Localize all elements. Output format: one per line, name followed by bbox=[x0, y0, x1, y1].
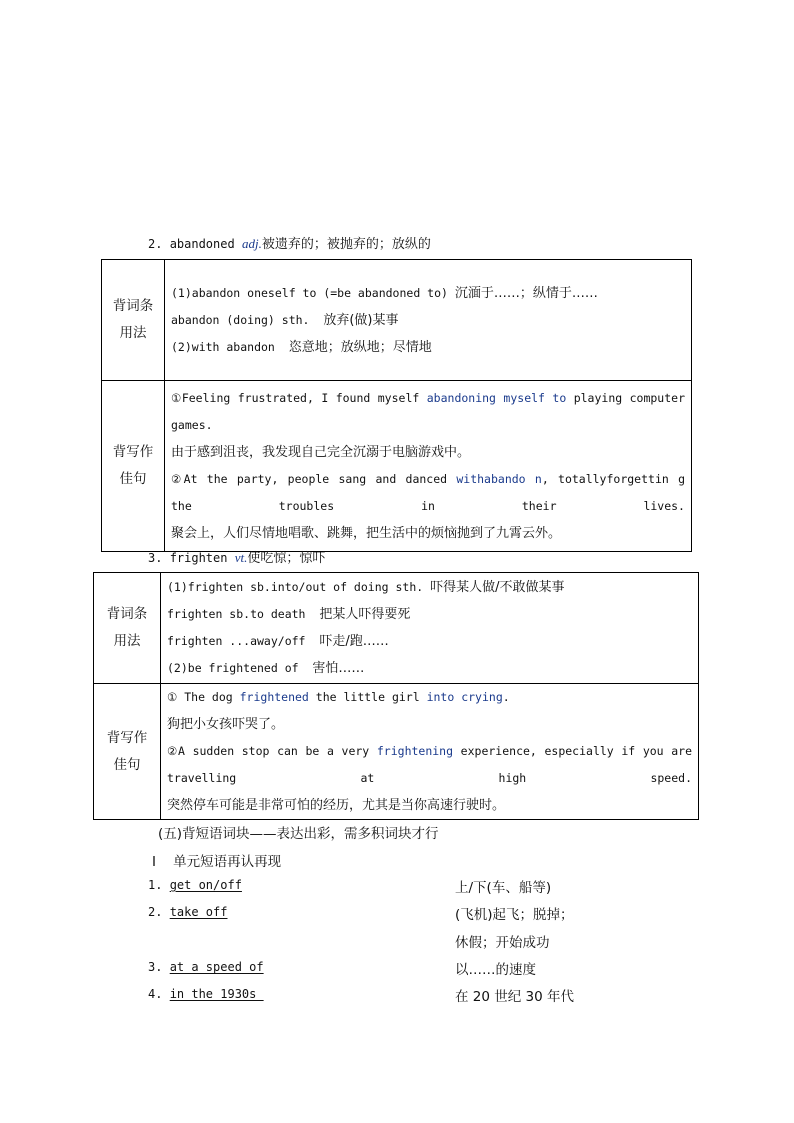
usage-cn: 恣意地；放纵地；尽情地 bbox=[288, 339, 432, 355]
subsection-number: Ⅰ bbox=[152, 854, 156, 870]
phrase-item bbox=[148, 987, 264, 1001]
usage-content-cell bbox=[165, 260, 692, 381]
text-segment: experience, especially if you are travelling at high speed. bbox=[167, 744, 693, 785]
phrase-meaning-continued: 休假；开始成功 bbox=[455, 935, 550, 951]
highlighted-phrase: into crying bbox=[426, 690, 503, 704]
text-segment: , totallyforgettin g the troubles in their lives. bbox=[171, 472, 686, 513]
usage-line bbox=[171, 280, 685, 307]
phrase-number: 4. bbox=[148, 987, 163, 1001]
usage-label-line1: 背词条 bbox=[106, 606, 148, 622]
phrase-item bbox=[148, 878, 242, 892]
usage-en: frighten ...away/off bbox=[167, 634, 306, 648]
usage-line bbox=[167, 601, 692, 628]
phrase-text: in the 1930s bbox=[169, 987, 264, 1001]
phrase-text: take off bbox=[169, 905, 228, 919]
text-segment: . bbox=[502, 690, 510, 704]
phrase-text: get on/off bbox=[169, 878, 242, 892]
usage-label-line1: 背词条 bbox=[112, 298, 154, 314]
phrase-meaning: 上/下(车、船等) bbox=[455, 880, 552, 896]
usage-line bbox=[167, 628, 692, 655]
phrase-meaning: 在 20 世纪 30 年代 bbox=[455, 989, 575, 1005]
text-segment: the little girl bbox=[308, 690, 427, 704]
phrase-meaning: 以……的速度 bbox=[455, 962, 536, 978]
usage-label-cell bbox=[94, 573, 161, 684]
example-label-line2: 佳句 bbox=[119, 471, 147, 487]
usage-en: (1)abandon oneself to (=be abandoned to) bbox=[171, 285, 448, 300]
example-sentence-cn: 由于感到沮丧，我发现自己完全沉溺于电脑游戏中。 bbox=[171, 445, 471, 460]
phrase-text: at a speed of bbox=[169, 960, 264, 974]
text-segment: ②At the party, people sang and danced bbox=[171, 472, 457, 486]
usage-line bbox=[171, 307, 685, 334]
example-label-line2: 佳句 bbox=[113, 756, 141, 773]
entry2-number: 2. bbox=[148, 237, 163, 251]
text-segment: playing computer games. bbox=[171, 391, 686, 432]
usage-label-cell bbox=[102, 260, 165, 381]
usage-cn: 吓走/跑…… bbox=[319, 634, 389, 649]
example-label-line1: 背写作 bbox=[112, 444, 154, 460]
phrase-number: 1. bbox=[148, 878, 163, 892]
example-sentence-cn: 狗把小女孩吓哭了。 bbox=[167, 717, 285, 732]
example-sentence-cn: 聚会上，人们尽情地唱歌、跳舞，把生活中的烦恼抛到了九霄云外。 bbox=[171, 526, 562, 541]
entry3-table bbox=[93, 572, 699, 820]
example-label-cell bbox=[102, 381, 165, 552]
entry2-pos: adj. bbox=[241, 236, 262, 251]
usage-label-line2: 用法 bbox=[119, 325, 147, 341]
usage-cn: 沉湎于……；纵情于…… bbox=[454, 285, 598, 301]
entry3-meaning: 使吃惊；惊吓 bbox=[247, 551, 326, 566]
usage-cn: 吓得某人做/不敢做某事 bbox=[430, 580, 565, 595]
example-content-cell bbox=[165, 381, 692, 552]
example-label-line1: 背写作 bbox=[106, 729, 148, 746]
usage-en: (2)with abandon bbox=[171, 339, 275, 354]
usage-cn: 放弃(做)某事 bbox=[323, 312, 399, 328]
subsection-heading bbox=[152, 850, 281, 870]
example-sentence-en bbox=[167, 738, 692, 792]
phrase-item bbox=[148, 905, 227, 919]
subsection-title: 单元短语再认再现 bbox=[173, 854, 282, 870]
entry2-meaning: 被遗弃的；被抛弃的；放纵的 bbox=[261, 237, 431, 252]
example-label-cell bbox=[94, 684, 161, 820]
example-sentence-en bbox=[171, 466, 685, 520]
example-content-cell bbox=[161, 684, 699, 820]
phrase-item bbox=[148, 960, 264, 974]
example-sentence-en bbox=[167, 684, 692, 711]
phrase-number: 3. bbox=[148, 960, 163, 974]
usage-content-cell bbox=[161, 573, 699, 684]
text-segment: ②A sudden stop can be a very bbox=[167, 744, 377, 758]
entry2-word: abandoned bbox=[169, 237, 235, 251]
example-sentence-en bbox=[171, 385, 685, 439]
entry3-pos: vt. bbox=[234, 550, 248, 565]
entry2-heading bbox=[148, 233, 431, 252]
usage-cn: 把某人吓得要死 bbox=[319, 607, 411, 622]
usage-en: frighten sb.to death bbox=[167, 607, 306, 621]
usage-en: abandon (doing) sth. bbox=[171, 312, 310, 327]
text-segment: ① The dog bbox=[167, 690, 240, 704]
usage-en: (2)be frightened of bbox=[167, 661, 299, 675]
highlighted-phrase: abandoning myself to bbox=[426, 391, 567, 405]
text-segment: ①Feeling frustrated, I found myself bbox=[171, 391, 427, 405]
highlighted-word: frightened bbox=[239, 690, 309, 704]
usage-en: (1)frighten sb.into/out of doing sth. bbox=[167, 580, 424, 594]
highlighted-phrase: withabando n bbox=[456, 472, 542, 486]
phrase-meaning: (飞机)起飞；脱掉； bbox=[455, 907, 574, 923]
example-sentence-cn: 突然停车可能是非常可怕的经历，尤其是当你高速行驶时。 bbox=[167, 798, 506, 813]
section-title: (五)背短语词块——表达出彩，需多积词块才行 bbox=[158, 826, 439, 842]
entry3-heading bbox=[148, 547, 325, 566]
highlighted-word: frightening bbox=[376, 744, 454, 758]
usage-label-line2: 用法 bbox=[113, 633, 141, 649]
phrase-number: 2. bbox=[148, 905, 163, 919]
usage-cn: 害怕…… bbox=[312, 661, 365, 676]
usage-line bbox=[171, 334, 685, 361]
usage-line bbox=[167, 655, 692, 682]
usage-line bbox=[167, 574, 692, 601]
entry3-word: frighten bbox=[169, 551, 228, 565]
entry2-table bbox=[101, 259, 692, 552]
entry3-number: 3. bbox=[148, 551, 163, 565]
